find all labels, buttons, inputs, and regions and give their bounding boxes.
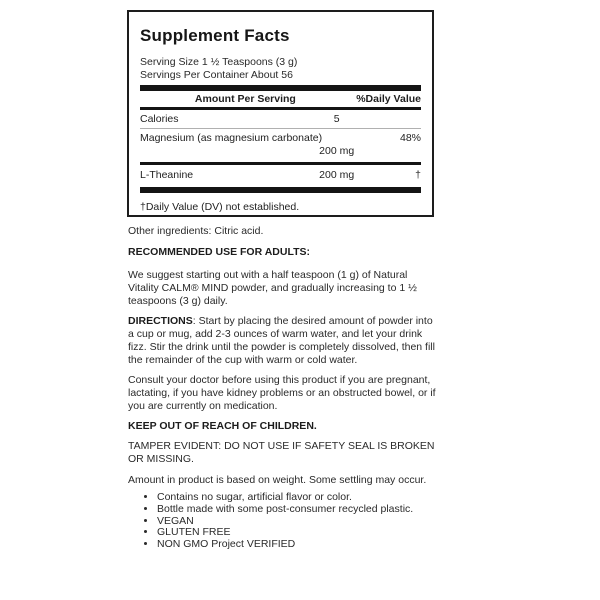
nutrient-row-l-theanine [140, 165, 421, 185]
nutrient-name: Magnesium (as magnesium carbonate) [140, 132, 323, 144]
keep-out-of-reach-heading: KEEP OUT OF REACH OF CHILDREN. [128, 420, 317, 432]
nutrient-row-calories [140, 110, 421, 128]
nutrient-amount: 200 mg [319, 145, 355, 157]
supplement-facts-panel [127, 10, 434, 217]
feature-bullet-list [128, 492, 440, 551]
divider-thick-bottom [140, 187, 421, 193]
directions-label: DIRECTIONS [128, 315, 193, 327]
dagger-symbol: † [415, 169, 421, 181]
tamper-evident-text: TAMPER EVIDENT: DO NOT USE IF SAFETY SEAL IS BROKEN OR MISSING. [128, 440, 435, 465]
nutrient-name: Calories [140, 113, 179, 125]
nutrient-daily-value: 48% [399, 132, 421, 144]
divider-thick-top [140, 85, 421, 91]
panel-title: Supplement Facts [140, 26, 290, 45]
nutrient-amount: 5 [333, 113, 340, 125]
table-header-row [140, 92, 421, 107]
servings-per-container-line: Servings Per Container About 56 [140, 68, 293, 81]
bullet-item: • Bottle made with some post-consumer recycled plastic. [157, 504, 440, 516]
bullet-item: • NON GMO Project VERIFIED [157, 539, 440, 551]
nutrient-row-magnesium [140, 129, 421, 160]
other-ingredients-text: Other ingredients: Citric acid. [128, 225, 264, 237]
bullet-item: • VEGAN [157, 516, 440, 528]
bullet-item: • Contains no sugar, artificial flavor or color. [157, 492, 440, 504]
directions-text: : Start by placing the desired amount of powder into a cup or mug, add 2-3 ounces of warm water, and let your drink fizz. Stir the drink until the powder is completely dissolved, then fill the remainder of the cup with warm or cold water. [128, 315, 435, 366]
recommended-use-heading: RECOMMENDED USE FOR ADULTS: [128, 246, 310, 258]
daily-value-footnote: †Daily Value (DV) not established. [140, 201, 300, 213]
amount-note-text: Amount in product is based on weight. Some settling may occur. [128, 474, 427, 486]
serving-size-line: Serving Size 1 ½ Teaspoons (3 g) [140, 56, 298, 68]
directions-paragraph [128, 315, 440, 367]
recommended-use-paragraph: We suggest starting out with a half teaspoon (1 g) of Natural Vitality CALM® MIND powder, and gradually increasing to 1 ½ teaspoons (3 g) daily. [128, 269, 417, 307]
bullet-item: • GLUTEN FREE [157, 527, 440, 539]
amount-per-serving-header: Amount Per Serving [194, 93, 296, 105]
nutrient-amount: 200 mg [319, 169, 355, 181]
daily-value-header: %Daily Value [356, 93, 421, 105]
nutrient-name: L-Theanine [140, 169, 194, 181]
consult-doctor-paragraph: Consult your doctor before using this product if you are pregnant, lactating, if you have kidney problems or an obstructed bowel, or if you are currently on medication. [128, 374, 436, 412]
